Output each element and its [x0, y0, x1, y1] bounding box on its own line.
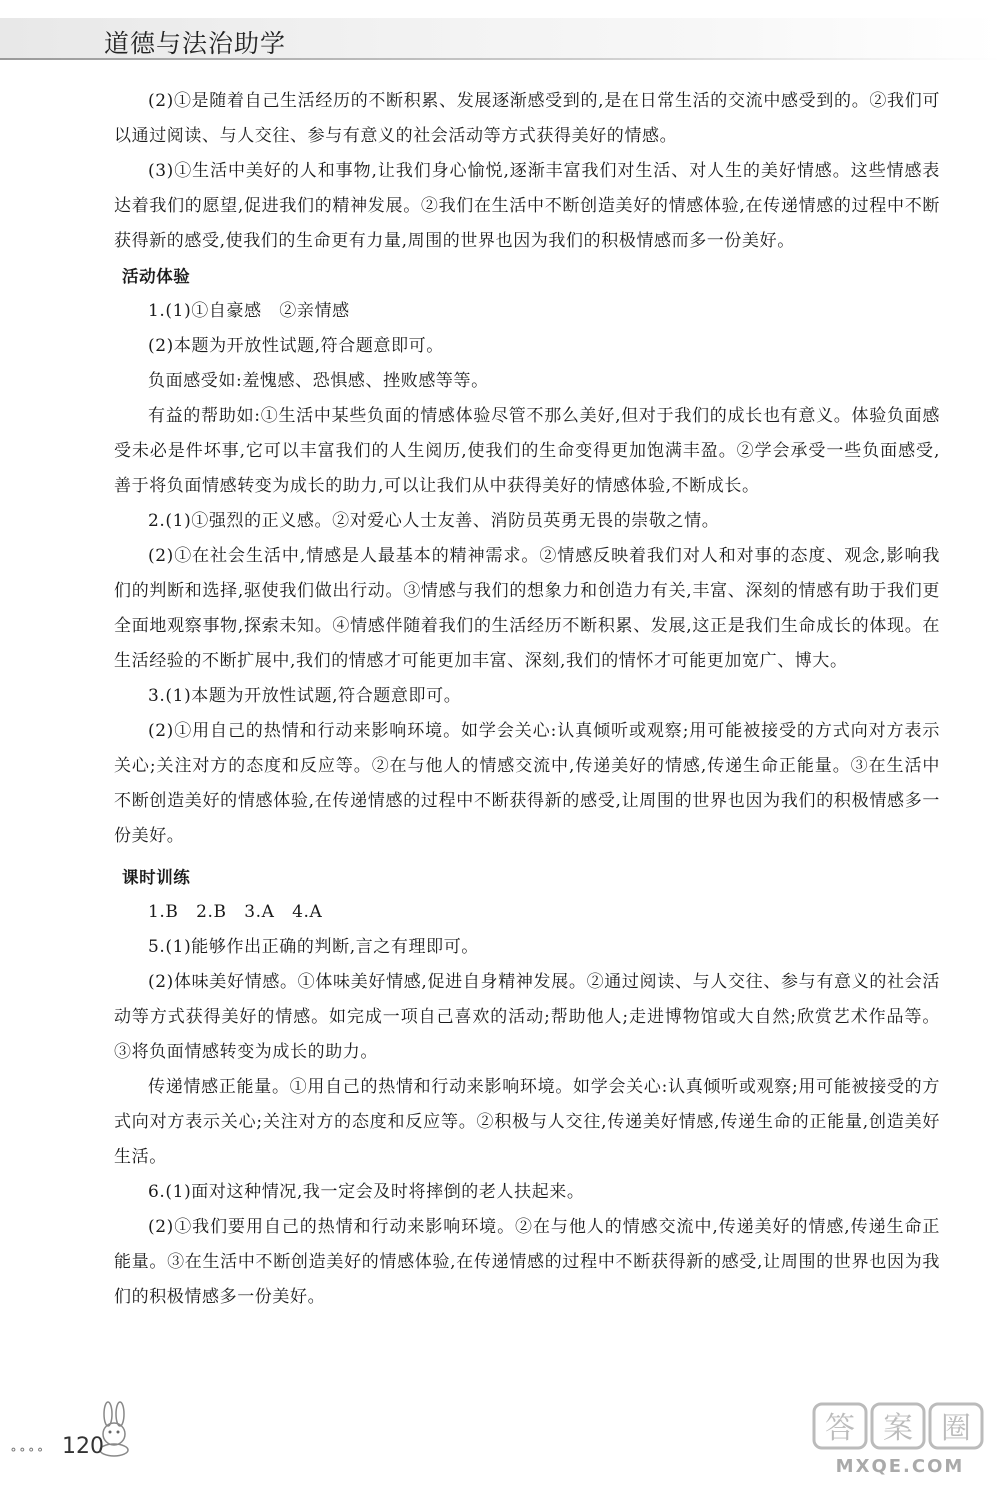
watermark-char: 圈: [941, 1411, 971, 1446]
paragraph: 5.(1)能够作出正确的判断,言之有理即可。: [148, 937, 479, 957]
watermark-char: 答: [825, 1411, 855, 1446]
paragraph: 负面感受如:羞愧感、恐惧感、挫败感等等。: [148, 371, 489, 391]
paragraph: (2)体味美好情感。①体味美好情感,促进自身精神发展。②通过阅读、与人交往、参与有意义的社会活动等方式获得美好的情感。如完成一项自己喜欢的活动;帮助他人;走进博物馆或大自然;欣赏艺术作品等。③将负面情感转变为成长的助力。: [114, 972, 940, 1062]
paragraph: 6.(1)面对这种情况,我一定会及时将摔倒的老人扶起来。: [148, 1182, 585, 1202]
paragraph: 1.B 2.B 3.A 4.A: [148, 902, 323, 922]
section-heading-activity: 活动体验: [122, 267, 191, 286]
paragraph: (2)①用自己的热情和行动来影响环境。如学会关心:认真倾听或观察;用可能被接受的方式向对方表示关心;关注对方的态度和反应等。②在与他人的情感交流中,传递美好的情感,传递生命正能量。③在生活中不断创造美好的情感体验,在传递情感的过程中不断获得新的感受,让周围的世界也因为我们的积极情感多一份美好。: [114, 721, 940, 846]
section-heading-training: 课时训练: [122, 868, 191, 887]
watermark-char: 案: [883, 1411, 913, 1446]
paragraph: 2.(1)①强烈的正义感。②对爱心人士友善、消防员英勇无畏的崇敬之情。: [148, 511, 720, 531]
paragraph: (3)①生活中美好的人和事物,让我们身心愉悦,逐渐丰富我们对生活、对人生的美好情感。这些情感表达着我们的愿望,促进我们的精神发展。②我们在生活中不断创造美好的情感体验,在传递情感的过程中不断获得新的感受,使我们的生命更有力量,周围的世界也因为我们的积极情感而多一份美好。: [114, 161, 940, 251]
paragraph: 1.(1)①自豪感 ②亲情感: [148, 301, 350, 321]
paragraph: (2)本题为开放性试题,符合题意即可。: [148, 336, 444, 356]
page-footer: [10, 1400, 150, 1460]
page-number: 120: [62, 1434, 104, 1459]
decorative-dots: ∘∘∘∘: [10, 1442, 46, 1458]
paragraph: (2)①我们要用自己的热情和行动来影响环境。②在与他人的情感交流中,传递美好的情感,传递生命正能量。③在生活中不断创造美好的情感体验,在传递情感的过程中不断获得新的感受,让周围的世界也因为我们的积极情感多一份美好。: [114, 1217, 940, 1307]
paragraph: 3.(1)本题为开放性试题,符合题意即可。: [148, 686, 462, 706]
paragraph: (2)①在社会生活中,情感是人最基本的精神需求。②情感反映着我们对人和对事的态度、观念,影响我们的判断和选择,驱使我们做出行动。③情感与我们的想象力和创造力有关,丰富、深刻的情感有助于我们更全面地观察事物,探索未知。④情感伴随着我们的生活经历不断积累、发展,这正是我们生命成长的体现。在生活经验的不断扩展中,我们的情感才可能更加丰富、深刻,我们的情怀才可能更加宽广、博大。: [114, 546, 940, 671]
document-body: [114, 84, 940, 1315]
paragraph: 传递情感正能量。①用自己的热情和行动来影响环境。如学会关心:认真倾听或观察;用可能被接受的方式向对方表示关心;关注对方的态度和反应等。②积极与人交往,传递美好情感,传递生命的正能量,创造美好生活。: [114, 1077, 940, 1167]
watermark-logo: [810, 1400, 990, 1480]
watermark-url: MXQE.COM: [835, 1456, 965, 1477]
header-title: 道德与法治助学: [104, 29, 287, 58]
paragraph: (2)①是随着自己生活经历的不断积累、发展逐渐感受到的,是在日常生活的交流中感受到的。②我们可以通过阅读、与人交往、参与有意义的社会活动等方式获得美好的情感。: [114, 91, 940, 146]
paragraph: 有益的帮助如:①生活中某些负面的情感体验尽管不那么美好,但对于我们的成长也有意义。体验负面感受未必是件坏事,它可以丰富我们的人生阅历,使我们的生命变得更加饱满丰盈。②学会承受一些负面感受,善于将负面情感转变为成长的助力,可以让我们从中获得美好的情感体验,不断成长。: [114, 406, 940, 496]
